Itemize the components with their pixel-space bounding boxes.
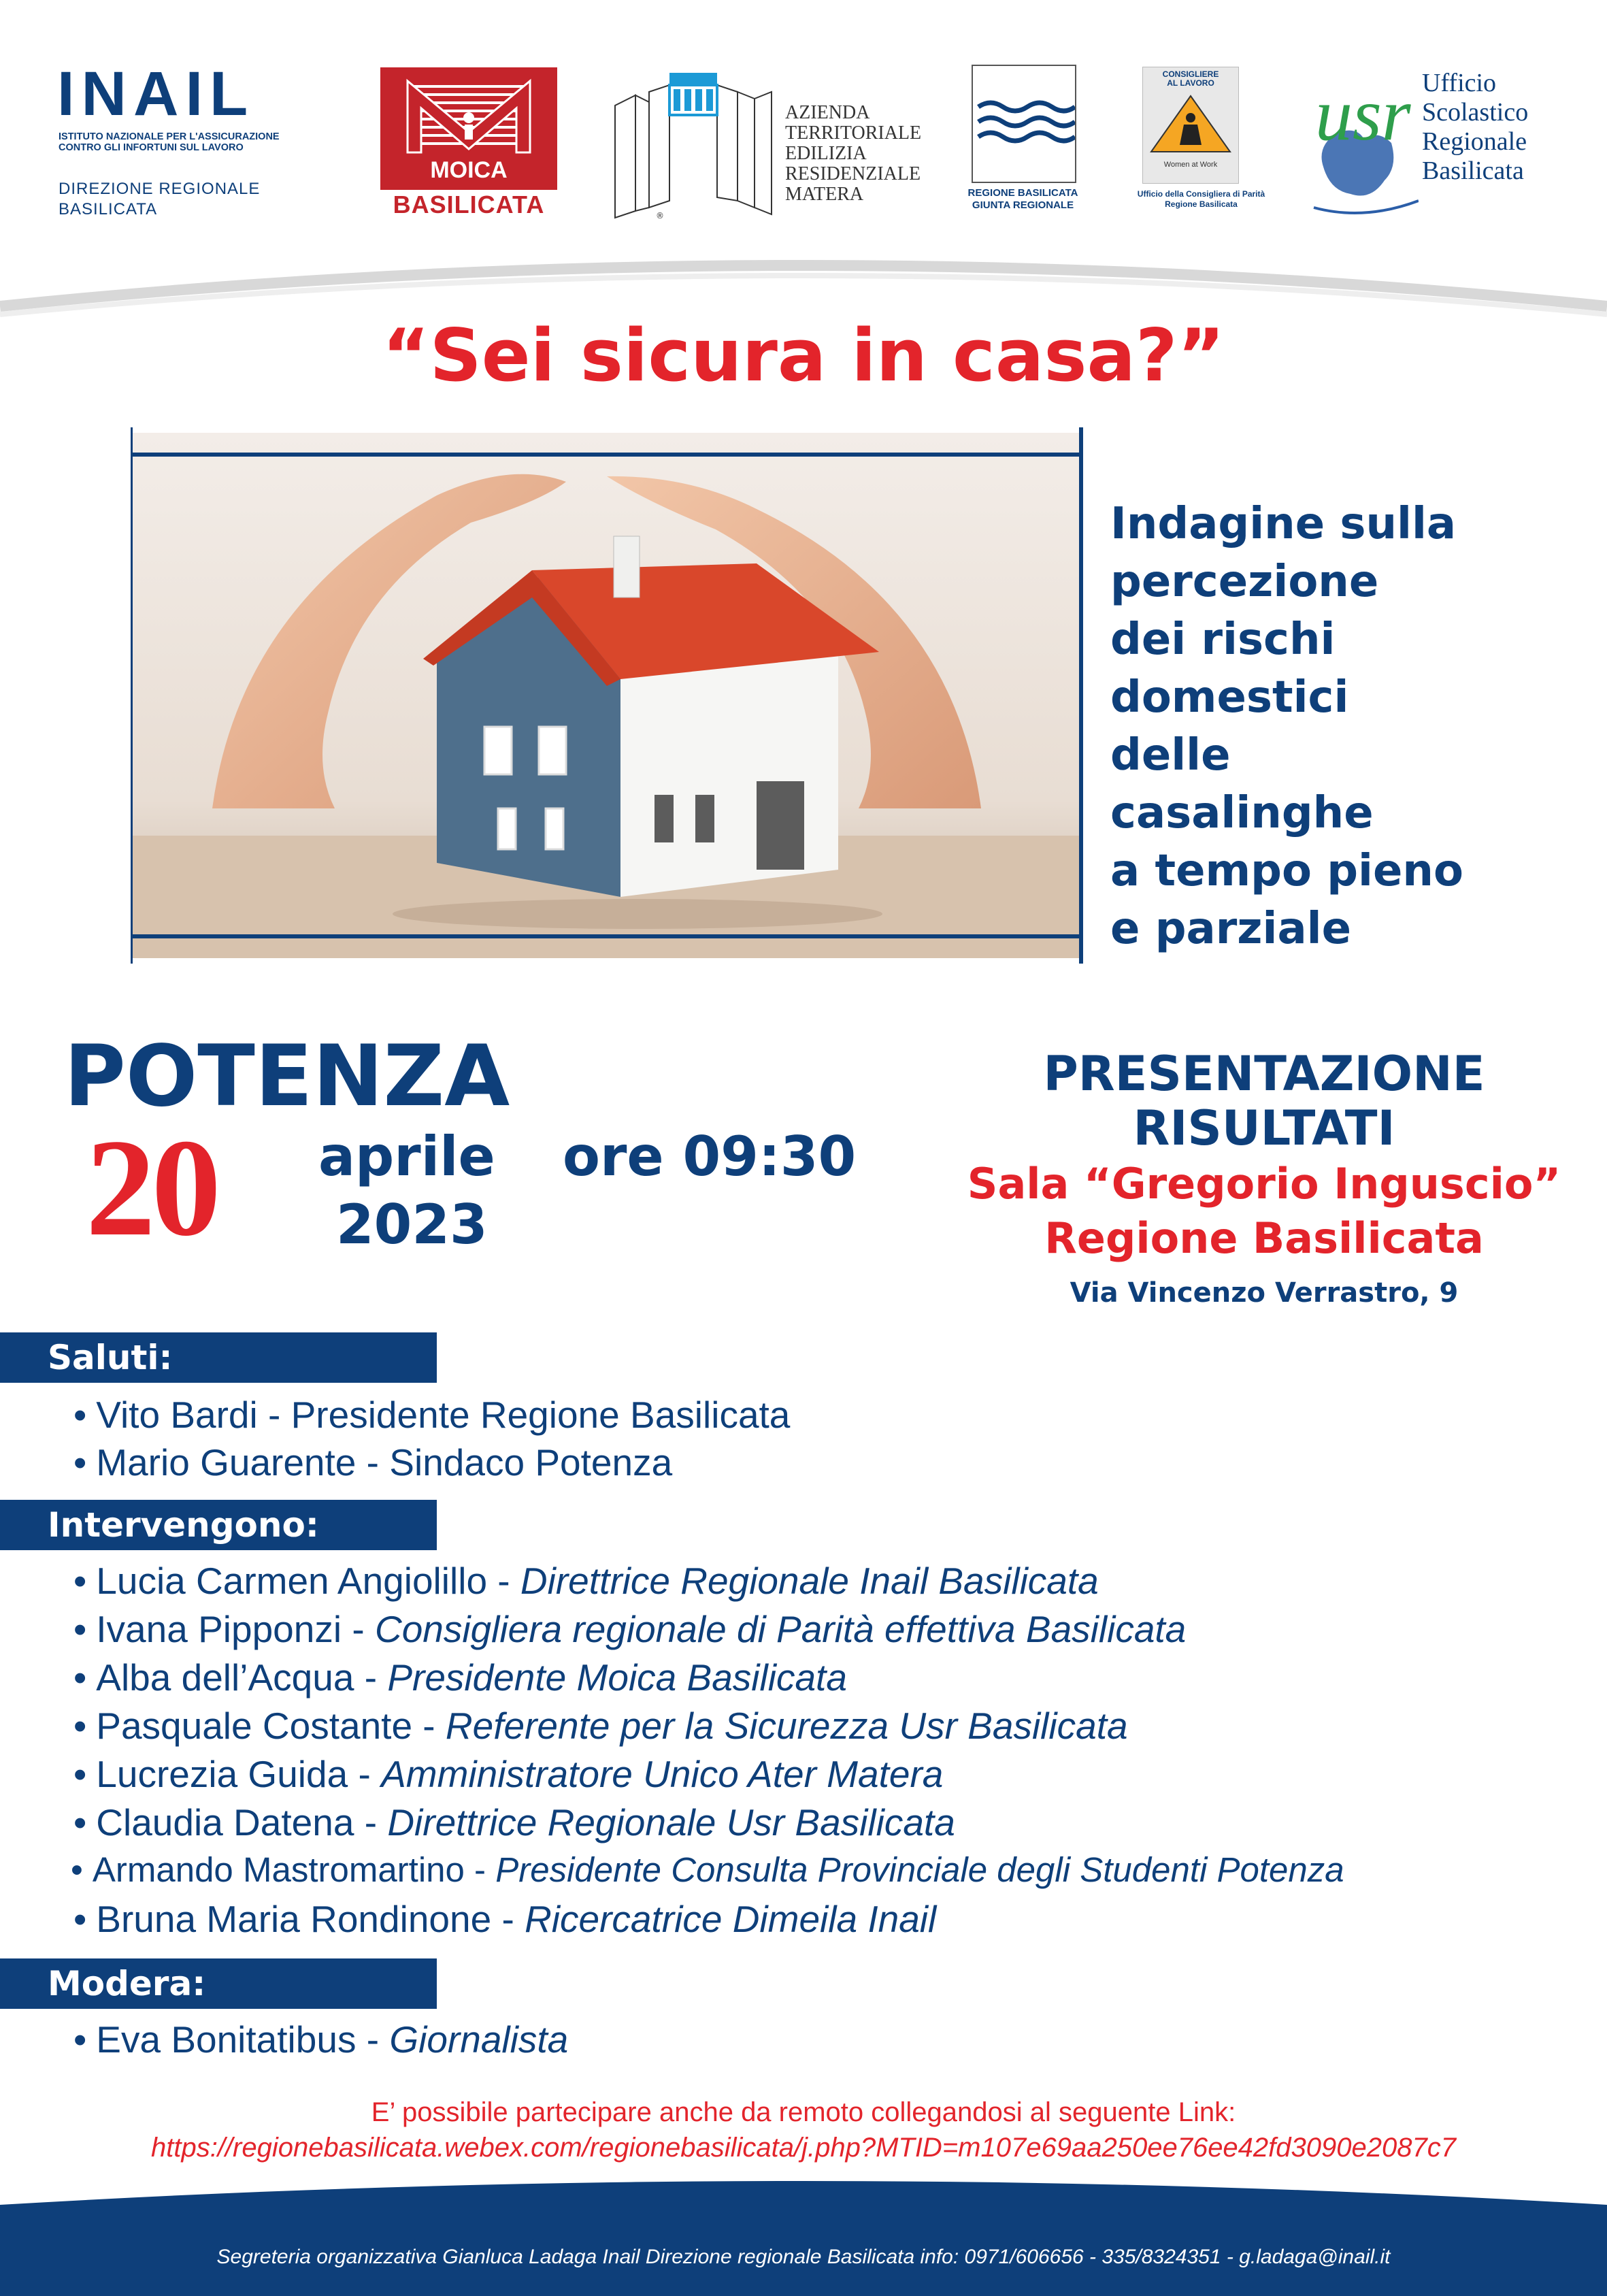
section-heading-modera: Modera: [0,1958,437,2009]
moica-emblem-graphic [380,67,557,190]
waves-icon [973,66,1075,182]
list-item [71,1852,1344,1887]
bullet: • [73,1608,87,1650]
speaker-role: Direttrice Regionale Inail Basilicata [520,1560,1099,1602]
bullet: • [73,1801,87,1843]
speaker-name: Lucia Carmen Angiolillo [96,1560,488,1602]
footer-band [0,2171,1607,2296]
consigliere-caption-line2: Regione Basilicata [1165,199,1238,209]
speaker-name: Eva Bonitatibus [96,2018,357,2061]
regione-caption-line1: REGIONE BASILICATA [967,187,1078,199]
usr-emblem [1310,65,1419,221]
inail-logo: INAIL [57,59,255,129]
separator: - [464,1850,496,1889]
event-city: POTENZA [64,1028,510,1126]
venue-line1: Sala “Gregorio Inguscio” [967,1159,1561,1209]
header-swoosh [0,231,1607,320]
ater-name-line2: TERRITORIALE [785,122,922,144]
speaker-name: Bruna Maria Rondinone [96,1898,492,1940]
event-address: Via Vincenzo Verrastro, 9 [1070,1277,1459,1309]
separator: - [487,1560,520,1602]
moica-logo [380,67,557,219]
event-time: ore 09:30 [563,1125,857,1188]
speaker-role: Ricercatrice Dimeila Inail [525,1898,937,1940]
separator: - [257,1394,291,1436]
inail-subtitle [59,131,280,153]
speaker-role: Referente per la Sicurezza Usr Basilicata [445,1705,1128,1747]
list-item [73,1656,847,1699]
separator: - [356,2018,390,2061]
speaker-role: Direttrice Regionale Usr Basilicata [387,1801,955,1843]
regione-basilicata-logo [963,65,1082,221]
list-item [73,1753,944,1795]
separator: - [354,1801,388,1843]
speaker-name: Mario Guarente [96,1441,357,1483]
warning-sign-icon [1143,91,1238,172]
bullet: • [73,1656,87,1699]
speaker-role: Presidente Consulta Provinciale degli Studenti Potenza [495,1850,1344,1889]
remote-text: E’ possibile partecipare anche da remoto collegandosi al seguente Link: [371,2097,1236,2127]
bullet: • [73,2018,87,2061]
moica-name: MOICA [430,157,508,183]
event-day: 20 [86,1111,217,1265]
presentation-line1: PRESENTAZIONE [1043,1046,1485,1102]
usr-logo-text: usr [1315,73,1411,156]
inail-subtitle-line2: CONTRO GLI INFORTUNI SUL LAVORO [59,142,244,153]
footer-contact: Segreteria organizzativa Gianluca Ladaga Inail Direzione regionale Basilicata info: 0971/606656 - 335/8324351 - g.ladaga@inail.it [216,2246,1391,2268]
usr-name-line4: Basilicata [1422,157,1524,185]
usr-name-line3: Regionale [1422,127,1527,156]
presentation-heading [924,1047,1604,1155]
speaker-role: Sindaco Potenza [389,1441,673,1483]
subtitle-line: delle [1110,730,1231,781]
subtitle-line: e parziale [1110,904,1351,954]
remote-participation [0,2095,1607,2165]
survey-subtitle [1110,495,1463,958]
section-heading-intervengono: Intervengono: [0,1500,437,1550]
subtitle-line: dei rischi [1110,614,1336,665]
usr-name [1422,69,1528,186]
bullet: • [73,1705,87,1747]
list-item [73,1562,1099,1600]
separator: - [356,1441,390,1483]
usr-logo [1310,65,1529,221]
separator: - [412,1705,446,1747]
usr-name-line1: Ufficio [1422,69,1497,97]
inail-subtitle-line1: ISTITUTO NAZIONALE PER L'ASSICURAZIONE [59,131,280,142]
list-item [73,1707,1128,1745]
section-heading-saluti: Saluti: [0,1332,437,1383]
ater-name [785,103,921,205]
event-year: 2023 [336,1193,488,1256]
consigliere-badge-line2: AL LAVORO [1167,78,1214,88]
consigliere-badge-footer: Women at Work [1163,161,1218,169]
regione-caption [963,187,1082,212]
list-item [73,1801,955,1843]
webex-link[interactable]: https://regionebasilicata.webex.com/regionebasilicata/j.php?MTID=m107e69aa250ee76ee42fd3090e2087c7 [150,2133,1456,2163]
photo-frame-border [131,427,1083,964]
speaker-name: Alba dell’Acqua [96,1656,354,1699]
separator: - [348,1753,382,1795]
speaker-role: Amministratore Unico Ater Matera [381,1753,944,1795]
bullet: • [71,1850,83,1889]
list-item [73,1396,790,1434]
ater-name-line4: RESIDENZIALE [785,163,921,184]
subtitle-line: domestici [1110,672,1349,723]
page-title: “Sei sicura in casa?” [382,314,1225,397]
list-item [73,2018,569,2061]
speaker-name: Pasquale Costante [96,1705,413,1747]
inail-direction-line1: DIREZIONE REGIONALE [59,180,261,198]
ater-name-line3: EDILIZIA [785,143,867,164]
speaker-name: Armando Mastromartino [92,1850,465,1889]
consigliere-badge-line1: CONSIGLIERE [1162,69,1219,79]
subtitle-line: percezione [1110,557,1379,607]
bullet: • [73,1753,87,1795]
presentation-line2: RISULTATI [1133,1100,1395,1156]
speaker-role: Presidente Regione Basilicata [291,1394,791,1436]
moica-region: BASILICATA [393,191,545,218]
bullet: • [73,1441,87,1483]
list-item [73,1608,1187,1650]
speaker-name: Lucrezia Guida [96,1753,348,1795]
moica-emblem [380,67,557,190]
event-month: aprile [318,1125,495,1188]
consigliere-badge-title [1143,70,1238,88]
usr-name-line2: Scolastico [1422,98,1529,127]
separator: - [342,1608,375,1650]
subtitle-line: a tempo pieno [1110,846,1463,896]
house-photo [131,427,1083,964]
regione-shield [972,65,1076,183]
ater-name-line5: MATERA [785,184,864,205]
speaker-name: Claudia Datena [96,1801,354,1843]
ater-name-line1: AZIENDA [785,102,870,123]
ater-registered-mark: ® [656,211,664,220]
consigliera-parita-logo [1135,67,1268,218]
bullet: • [73,1898,87,1940]
list-item [73,1441,673,1483]
subtitle-line: Indagine sulla [1110,499,1457,549]
venue-line2: Regione Basilicata [1044,1213,1484,1263]
inail-direction-line2: BASILICATA [59,200,158,218]
ater-building-graphic [608,65,778,221]
inail-direction [59,179,260,220]
separator: - [354,1656,388,1699]
consigliere-caption-line1: Ufficio della Consigliera di Parità [1137,189,1265,199]
speaker-role: Consigliera regionale di Parità effettiva Basilicata [374,1608,1187,1650]
subtitle-line: casalinghe [1110,788,1374,838]
regione-caption-line2: GIUNTA REGIONALE [972,199,1074,211]
speaker-name: Ivana Pipponzi [96,1608,342,1650]
speaker-name: Vito Bardi [96,1394,258,1436]
bullet: • [73,1394,87,1436]
separator: - [491,1898,525,1940]
list-item [73,1898,937,1940]
ater-logo [608,65,921,221]
consigliere-caption [1135,189,1268,210]
speaker-role: Giornalista [389,2018,569,2061]
consigliere-badge [1142,67,1239,184]
event-venue [924,1157,1604,1266]
speaker-role: Presidente Moica Basilicata [387,1656,847,1699]
bullet: • [73,1560,87,1602]
